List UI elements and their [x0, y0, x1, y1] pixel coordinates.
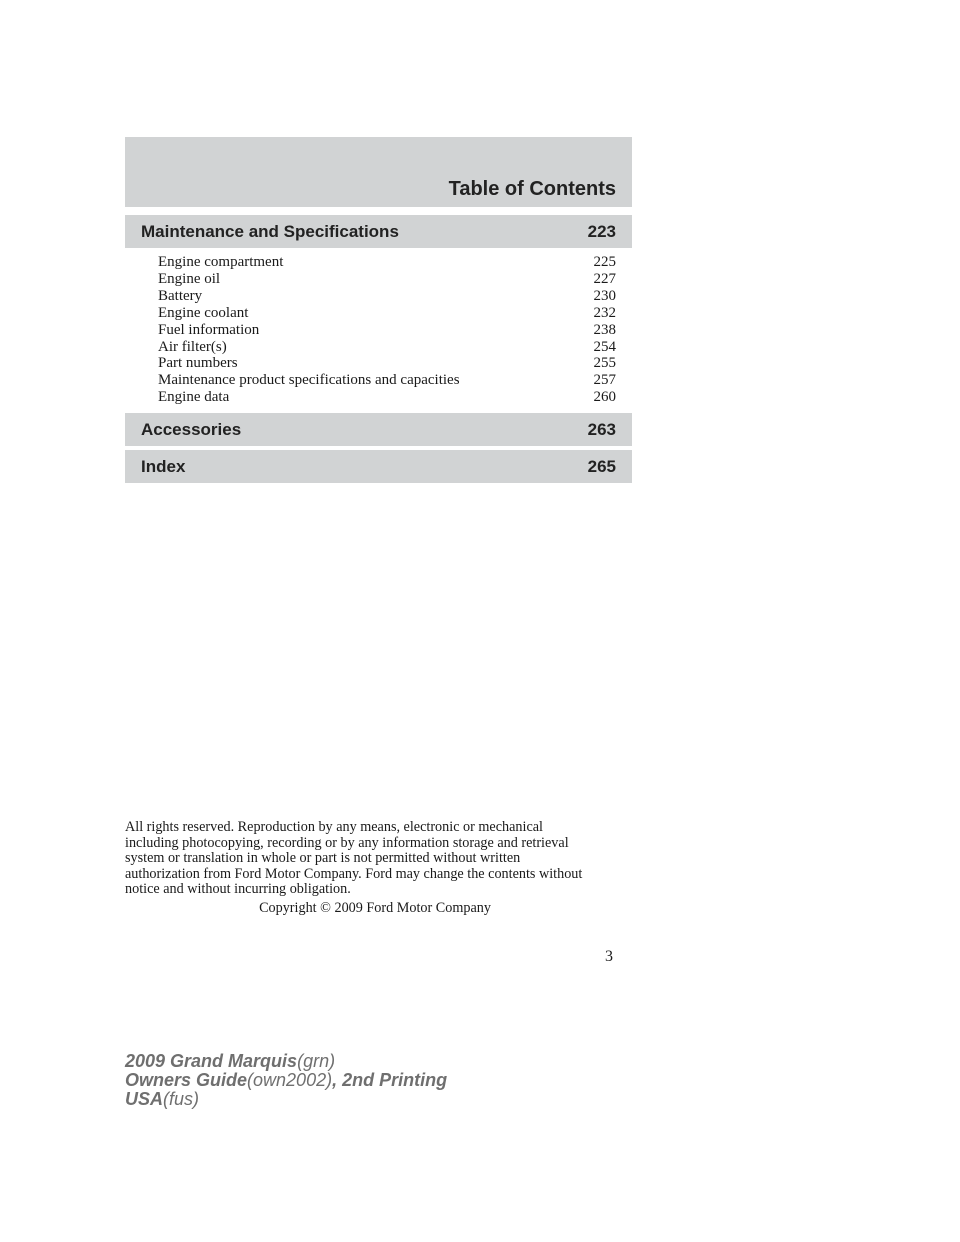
toc-entry-label: Engine data — [158, 389, 230, 406]
toc-entry-page: 230 — [593, 287, 616, 304]
toc-entry[interactable] — [158, 305, 616, 322]
footer-line-guide: Owners Guide(own2002), 2nd Printing — [125, 1070, 448, 1090]
toc-entry-label: Engine oil — [158, 270, 221, 287]
toc-entry[interactable] — [158, 339, 616, 356]
rights-line: system or translation in whole or part is not permitted without written — [125, 850, 521, 866]
toc-entry-page: 257 — [593, 372, 616, 389]
page-number: 3 — [605, 948, 613, 965]
toc-entry[interactable] — [158, 372, 616, 389]
rights-line: including photocopying, recording or by any information storage and retrieval — [125, 834, 569, 851]
section-page: 223 — [587, 222, 616, 241]
toc-entry-page: 260 — [593, 389, 616, 406]
toc-entry-page: 232 — [593, 304, 616, 321]
section-title: Index — [141, 457, 186, 476]
toc-entry-label: Maintenance product specifications and capacities — [158, 372, 460, 389]
toc-entry-label: Battery — [158, 287, 203, 304]
rights-notice — [125, 820, 635, 898]
toc-entry-label: Part numbers — [158, 355, 238, 372]
document-footer — [125, 1052, 447, 1109]
toc-entry-label: Fuel information — [158, 321, 260, 338]
footer-line-model: 2009 Grand Marquis(grn) — [125, 1051, 336, 1071]
toc-entry-page: 227 — [593, 270, 616, 287]
toc-entry[interactable] — [158, 254, 616, 271]
rights-line: notice and without incurring obligation. — [125, 881, 351, 897]
section-heading-index[interactable] — [125, 450, 632, 483]
toc-entry-page: 255 — [593, 355, 616, 372]
footer-line-region: USA(fus) — [125, 1089, 200, 1109]
rights-line: authorization from Ford Motor Company. Ford may change the contents without — [125, 865, 583, 882]
page-title: Table of Contents — [448, 178, 616, 200]
section-page: 265 — [587, 457, 616, 476]
toc-entry-list — [158, 254, 616, 406]
toc-entry[interactable] — [158, 355, 616, 372]
section-heading-maintenance[interactable] — [125, 215, 632, 248]
toc-entry[interactable] — [158, 322, 616, 339]
section-title: Maintenance and Specifications — [141, 222, 399, 241]
toc-entry-label: Engine compartment — [158, 254, 284, 270]
section-title: Accessories — [141, 420, 242, 439]
section-heading-accessories[interactable] — [125, 413, 632, 446]
toc-entry[interactable] — [158, 288, 616, 305]
copyright-notice: Copyright © 2009 Ford Motor Company — [259, 900, 491, 916]
toc-entry[interactable] — [158, 389, 616, 406]
rights-line: All rights reserved. Reproduction by any means, electronic or mechanical — [125, 819, 543, 835]
header-band — [125, 137, 632, 207]
section-page: 263 — [587, 420, 616, 439]
toc-entry-label: Engine coolant — [158, 304, 249, 321]
toc-entry-page: 225 — [593, 254, 616, 270]
toc-entry[interactable] — [158, 271, 616, 288]
toc-entry-label: Air filter(s) — [158, 338, 227, 355]
toc-entry-page: 254 — [593, 338, 616, 355]
toc-entry-page: 238 — [593, 321, 616, 338]
